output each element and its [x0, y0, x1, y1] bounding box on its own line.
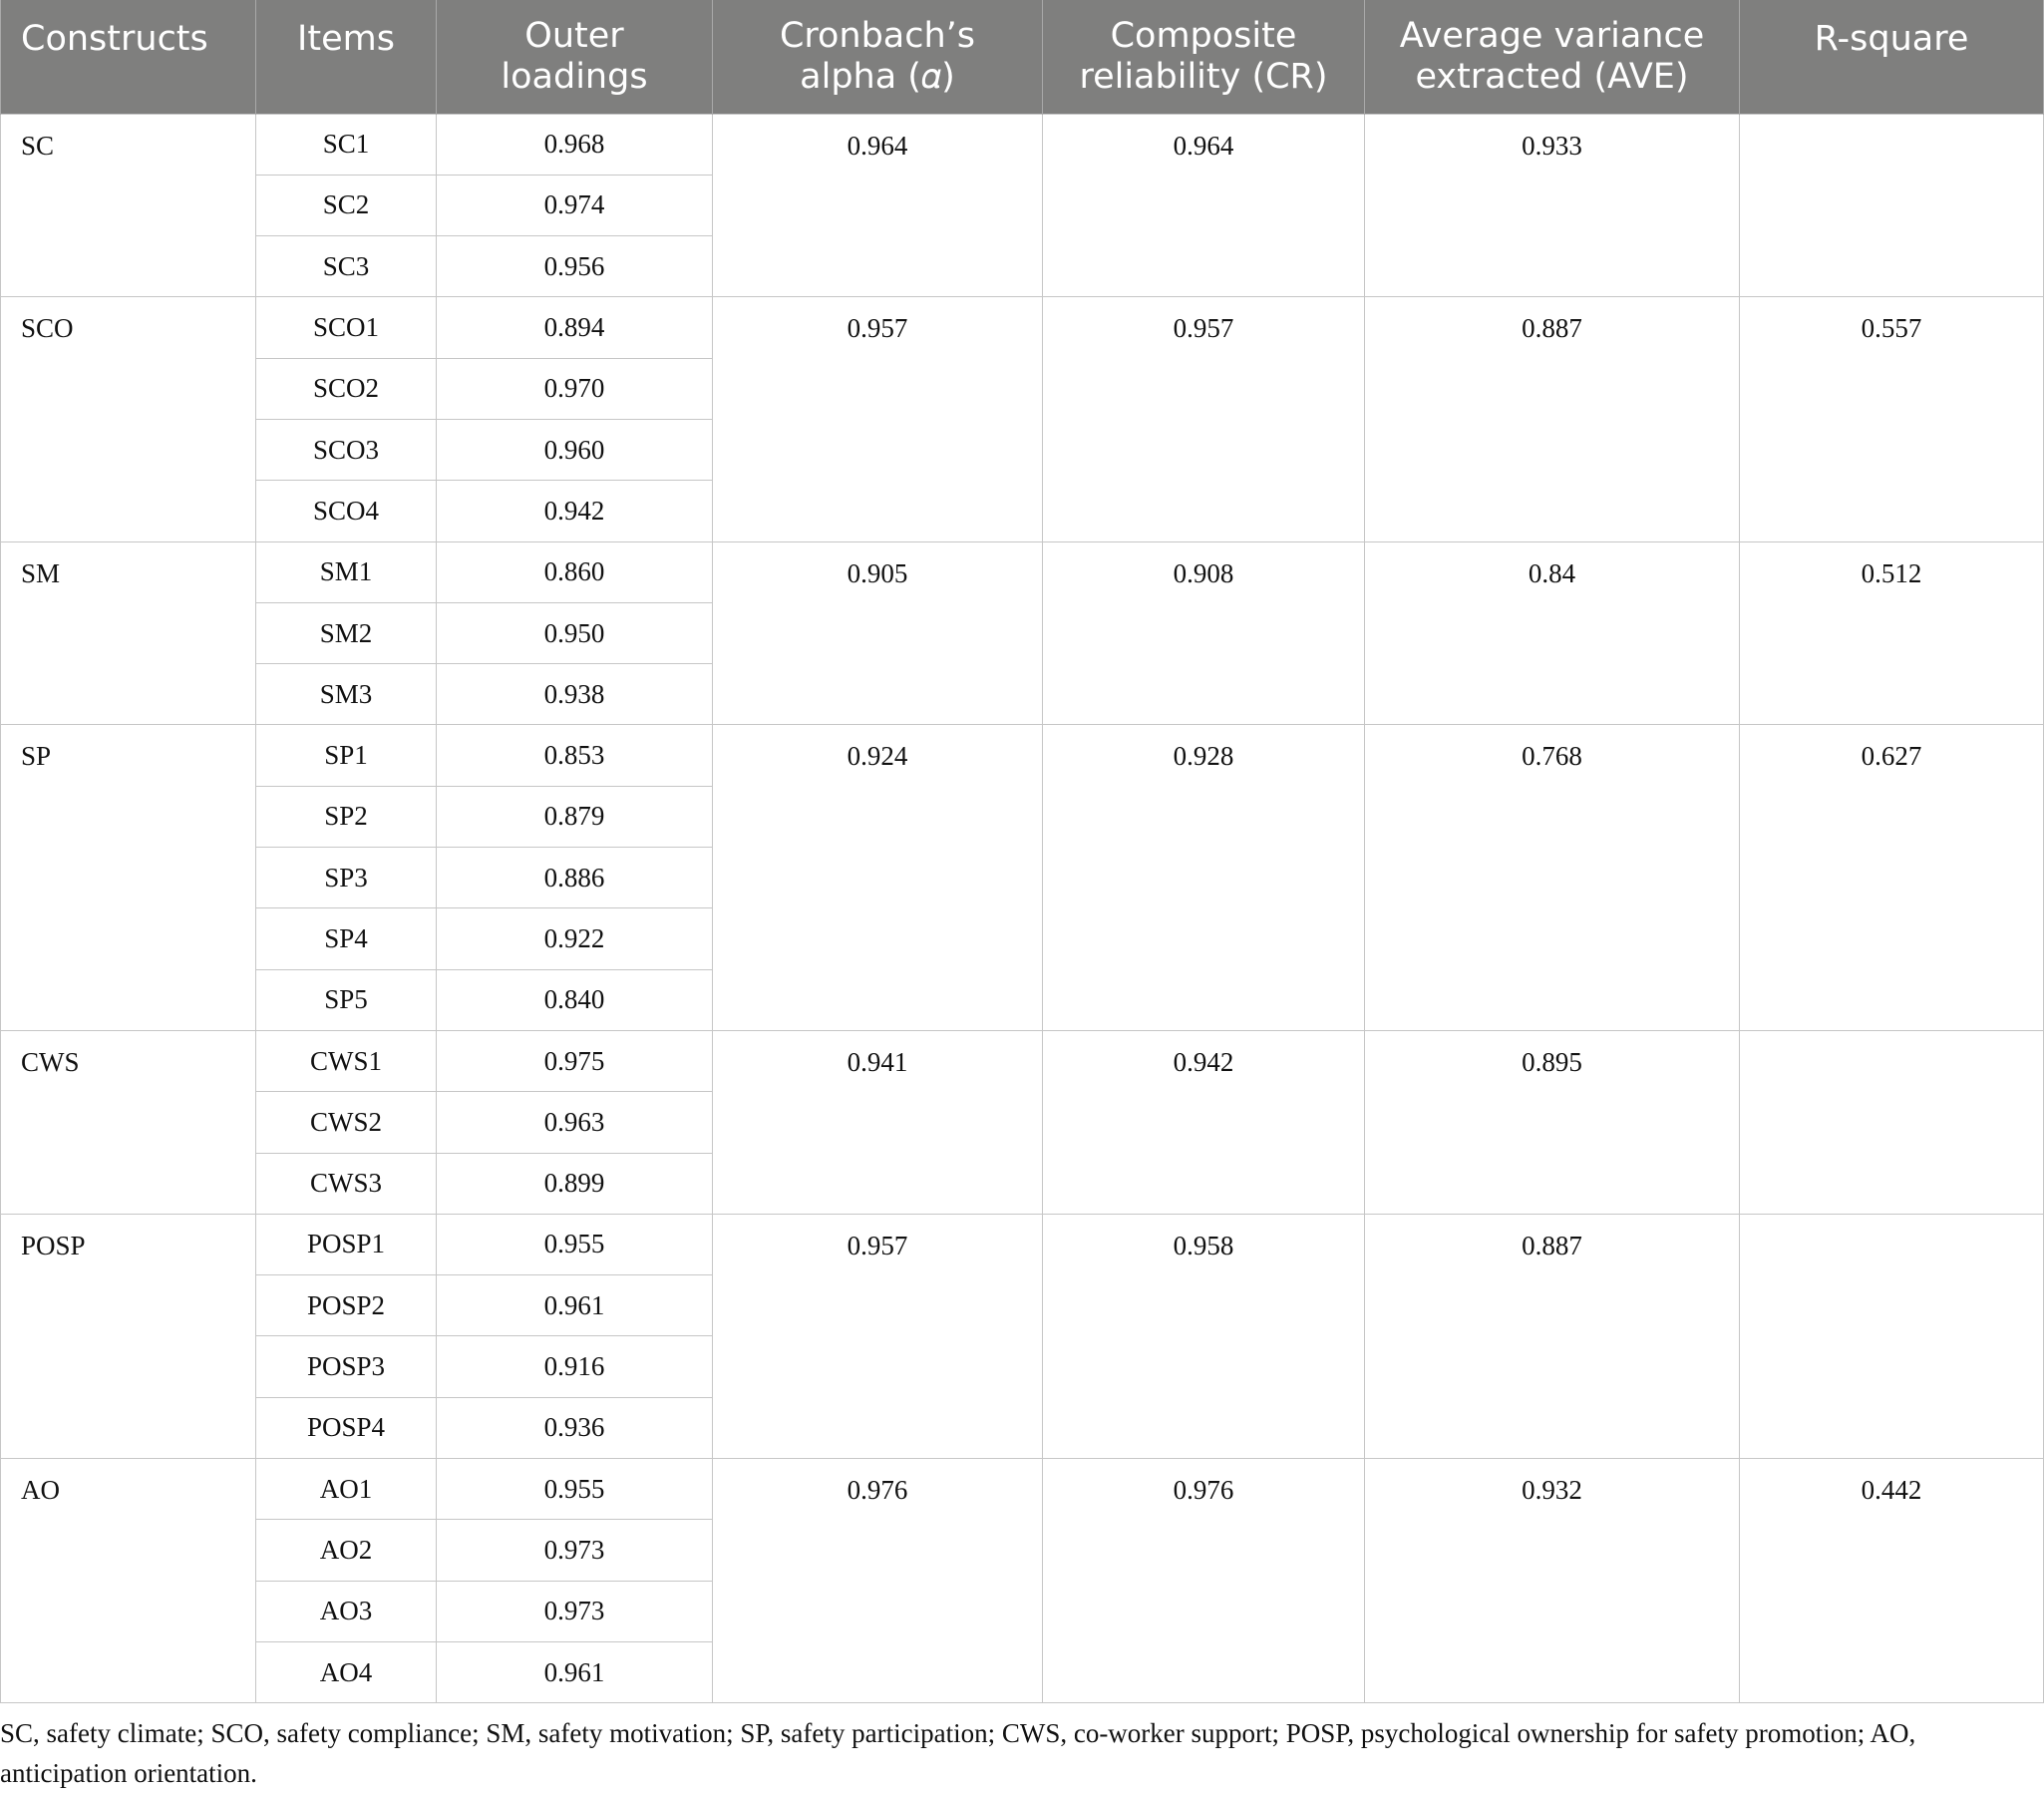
r-square-cell	[1740, 114, 2044, 297]
construct-name-cell: SCO	[1, 297, 256, 541]
item-cell: SC1	[256, 114, 437, 175]
ave-cell: 0.932	[1365, 1459, 1740, 1703]
construct-name-cell: POSP	[1, 1214, 256, 1458]
table-row	[1, 297, 2044, 358]
header-cronbach-alpha: Cronbach’s alpha (𝛼)	[713, 0, 1043, 114]
r-square-cell	[1740, 1030, 2044, 1214]
construct-name-cell: SC	[1, 114, 256, 297]
composite-reliability-cell: 0.958	[1043, 1214, 1365, 1458]
outer-loading-cell: 0.860	[437, 541, 713, 602]
r-square-cell: 0.512	[1740, 541, 2044, 725]
ave-cell: 0.887	[1365, 1214, 1740, 1458]
item-cell: SM2	[256, 602, 437, 663]
item-cell: SP3	[256, 848, 437, 908]
outer-loading-cell: 0.973	[437, 1581, 713, 1641]
table-row	[1, 725, 2044, 786]
table-header	[1, 0, 2044, 114]
item-cell: AO2	[256, 1520, 437, 1581]
item-cell: CWS1	[256, 1030, 437, 1091]
table-row	[1, 541, 2044, 602]
cronbach-alpha-cell: 0.976	[713, 1459, 1043, 1703]
item-cell: SC3	[256, 236, 437, 297]
item-cell: SCO4	[256, 481, 437, 541]
outer-loading-cell: 0.894	[437, 297, 713, 358]
outer-loading-cell: 0.963	[437, 1092, 713, 1153]
outer-loading-cell: 0.961	[437, 1641, 713, 1702]
item-cell: POSP4	[256, 1397, 437, 1458]
ave-cell: 0.84	[1365, 541, 1740, 725]
outer-loading-cell: 0.960	[437, 419, 713, 480]
outer-loading-cell: 0.970	[437, 358, 713, 419]
table-row	[1, 1214, 2044, 1274]
composite-reliability-cell: 0.942	[1043, 1030, 1365, 1214]
table-row	[1, 1030, 2044, 1091]
ave-cell: 0.887	[1365, 297, 1740, 541]
outer-loading-cell: 0.840	[437, 969, 713, 1030]
cronbach-alpha-cell: 0.957	[713, 297, 1043, 541]
item-cell: SP5	[256, 969, 437, 1030]
item-cell: SCO1	[256, 297, 437, 358]
item-cell: SCO2	[256, 358, 437, 419]
r-square-cell: 0.627	[1740, 725, 2044, 1030]
header-composite-reliability: Composite reliability (CR)	[1043, 0, 1365, 114]
construct-name-cell: SM	[1, 541, 256, 725]
item-cell: POSP2	[256, 1275, 437, 1336]
header-outer-loadings: Outer loadings	[437, 0, 713, 114]
item-cell: SCO3	[256, 419, 437, 480]
outer-loading-cell: 0.974	[437, 175, 713, 235]
item-cell: POSP1	[256, 1214, 437, 1274]
outer-loading-cell: 0.922	[437, 908, 713, 969]
item-cell: CWS2	[256, 1092, 437, 1153]
outer-loading-cell: 0.973	[437, 1520, 713, 1581]
outer-loading-cell: 0.916	[437, 1336, 713, 1397]
outer-loading-cell: 0.899	[437, 1153, 713, 1214]
outer-loading-cell: 0.938	[437, 664, 713, 725]
table-footnote: SC, safety climate; SCO, safety compliance; SM, safety motivation; SP, safety participation; CWS, co-worker support; POSP, psychological ownership for safety promotion; AO, anticipation orientation.	[0, 1718, 1916, 1788]
r-square-cell	[1740, 1214, 2044, 1458]
construct-name-cell: SP	[1, 725, 256, 1030]
item-cell: POSP3	[256, 1336, 437, 1397]
item-cell: SM1	[256, 541, 437, 602]
cronbach-alpha-cell: 0.905	[713, 541, 1043, 725]
item-cell: SM3	[256, 664, 437, 725]
table-row	[1, 1459, 2044, 1520]
cronbach-alpha-cell: 0.964	[713, 114, 1043, 297]
ave-cell: 0.933	[1365, 114, 1740, 297]
r-square-cell: 0.557	[1740, 297, 2044, 541]
composite-reliability-cell: 0.964	[1043, 114, 1365, 297]
outer-loading-cell: 0.886	[437, 848, 713, 908]
table-body	[1, 114, 2044, 1703]
header-ave: Average variance extracted (AVE)	[1365, 0, 1740, 114]
outer-loading-cell: 0.853	[437, 725, 713, 786]
item-cell: AO4	[256, 1641, 437, 1702]
cronbach-alpha-cell: 0.924	[713, 725, 1043, 1030]
outer-loading-cell: 0.975	[437, 1030, 713, 1091]
construct-name-cell: CWS	[1, 1030, 256, 1214]
outer-loading-cell: 0.955	[437, 1214, 713, 1274]
outer-loading-cell: 0.942	[437, 481, 713, 541]
table-row	[1, 114, 2044, 175]
cronbach-alpha-cell: 0.957	[713, 1214, 1043, 1458]
composite-reliability-cell: 0.976	[1043, 1459, 1365, 1703]
item-cell: SP2	[256, 786, 437, 847]
outer-loading-cell: 0.879	[437, 786, 713, 847]
item-cell: CWS3	[256, 1153, 437, 1214]
outer-loading-cell: 0.968	[437, 114, 713, 175]
composite-reliability-cell: 0.908	[1043, 541, 1365, 725]
ave-cell: 0.895	[1365, 1030, 1740, 1214]
outer-loading-cell: 0.936	[437, 1397, 713, 1458]
header-r-square: R-square	[1740, 0, 2044, 114]
outer-loading-cell: 0.955	[437, 1459, 713, 1520]
header-constructs: Constructs	[1, 0, 256, 114]
item-cell: AO3	[256, 1581, 437, 1641]
outer-loading-cell: 0.950	[437, 602, 713, 663]
item-cell: SC2	[256, 175, 437, 235]
item-cell: SP1	[256, 725, 437, 786]
composite-reliability-cell: 0.957	[1043, 297, 1365, 541]
ave-cell: 0.768	[1365, 725, 1740, 1030]
header-row	[1, 0, 2044, 114]
item-cell: AO1	[256, 1459, 437, 1520]
outer-loading-cell: 0.961	[437, 1275, 713, 1336]
r-square-cell: 0.442	[1740, 1459, 2044, 1703]
item-cell: SP4	[256, 908, 437, 969]
cronbach-alpha-cell: 0.941	[713, 1030, 1043, 1214]
header-items: Items	[256, 0, 437, 114]
construct-name-cell: AO	[1, 1459, 256, 1703]
composite-reliability-cell: 0.928	[1043, 725, 1365, 1030]
outer-loading-cell: 0.956	[437, 236, 713, 297]
